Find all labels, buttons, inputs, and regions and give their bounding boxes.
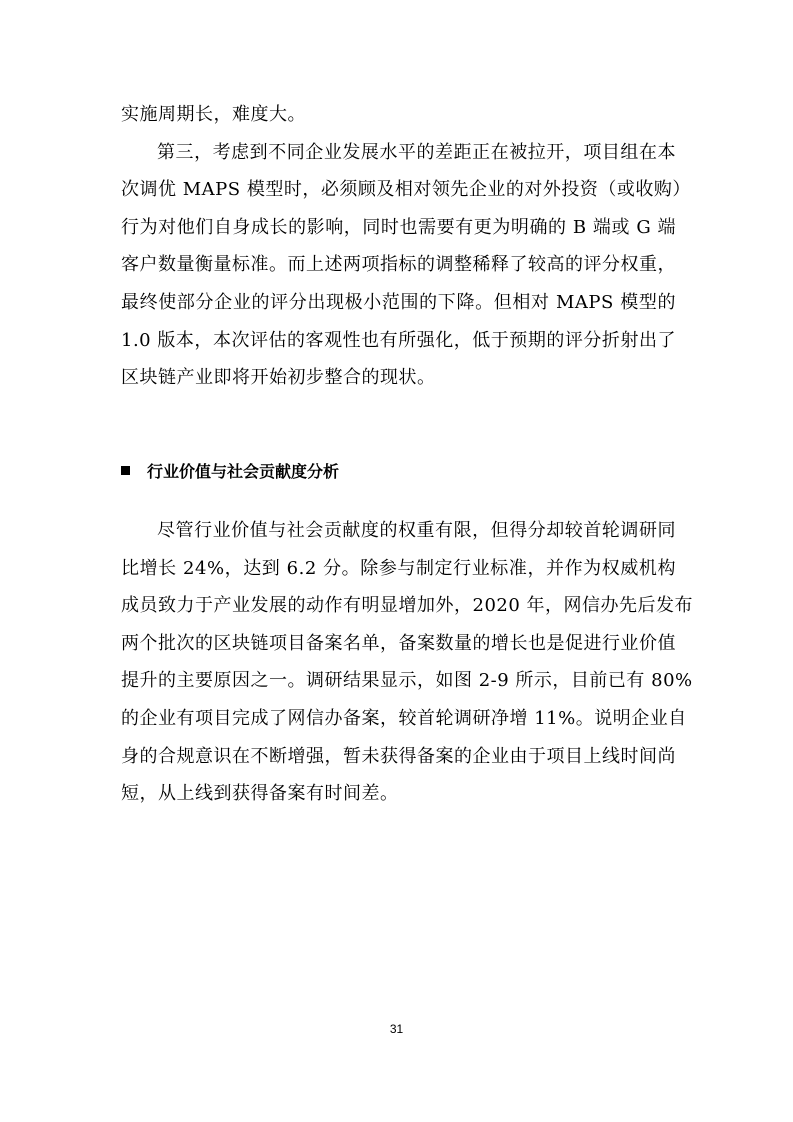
text-line: 行为对他们自身成长的影响，同时也需要有更为明确的 B 端或 G 端 <box>121 216 676 238</box>
text-line: 尽管行业价值与社会贡献度的权重有限，但得分却较首轮调研同 <box>157 520 676 541</box>
text-line: 第三，考虑到不同企业发展水平的差距正在被拉开，项目组在本 <box>157 141 676 163</box>
page-number: 31 <box>389 1022 404 1036</box>
text-line: 次调优 MAPS 模型时，必须顾及相对领先企业的对外投资（或收购） <box>121 179 691 201</box>
text-line: 身的合规意识在不断增强，暂未获得备案的企业由于项目上线时间尚 <box>121 745 676 767</box>
text-line: 客户数量衡量标准。而上述两项指标的调整稀释了较高的评分权重， <box>121 254 676 276</box>
paragraph-2 <box>121 512 694 813</box>
paragraph-1 <box>121 96 691 397</box>
text-line: 提升的主要原因之一。调研结果显示，如图 2-9 所示，目前已有 80% <box>121 670 693 692</box>
text-line: 成员致力于产业发展的动作有明显增加外，2020 年，网信办先后发布 <box>121 595 694 617</box>
text-line: 区块链产业即将开始初步整合的现状。 <box>121 367 436 389</box>
square-bullet-icon <box>121 466 130 475</box>
section-heading-text: 行业价值与社会贡献度分析 <box>147 461 340 481</box>
text-line: 比增长 24%，达到 6.2 分。除参与制定行业标准，并作为权威机构 <box>121 557 676 579</box>
text-line: 的企业有项目完成了网信办备案，较首轮调研净增 11%。说明企业自 <box>121 707 687 729</box>
text-line: 短，从上线到获得备案有时间差。 <box>121 783 399 805</box>
text-line: 最终使部分企业的评分出现极小范围的下降。但相对 MAPS 模型的 <box>121 291 676 313</box>
section-heading <box>121 458 339 482</box>
text-line: 实施周期长，难度大。 <box>121 104 306 125</box>
text-line: 1.0 版本，本次评估的客观性也有所强化，低于预期的评分折射出了 <box>121 329 676 351</box>
text-line: 两个批次的区块链项目备案名单，备案数量的增长也是促进行业价值 <box>121 632 676 654</box>
